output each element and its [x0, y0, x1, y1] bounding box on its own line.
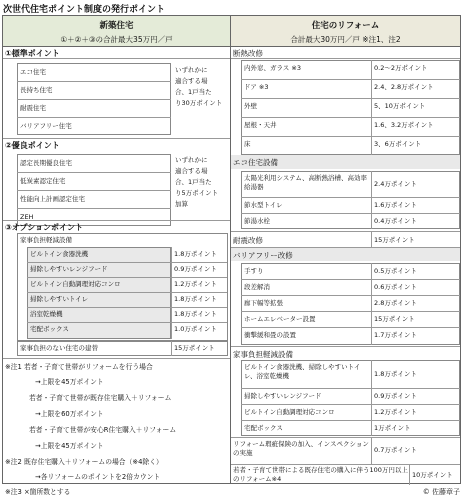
standard-item: エコ住宅 [20, 68, 46, 76]
divider [241, 213, 460, 214]
divider [241, 311, 460, 312]
barrier-free-value: 1.7万ポイント [374, 331, 417, 339]
note-line: 若者・子育て世帯が安心R住宅購入＋リフォーム [29, 426, 177, 434]
inspection-label: リフォーム瑕疵保険の加入、インスペクションの実施 [233, 440, 369, 457]
insulation-value: 2.4、2.8万ポイント [374, 83, 434, 91]
reform-column [231, 16, 460, 483]
eco-label: 節水型トイレ [244, 201, 283, 209]
option-item-label: ビルトイン食器洗機 [30, 250, 89, 258]
divider [27, 322, 227, 323]
divider [17, 190, 171, 191]
note-line: →各リフォームのポイントを2倍カウント [35, 473, 161, 481]
superior-note: いずれかに [175, 156, 208, 164]
eco-label: 節湯水栓 [244, 217, 270, 225]
standard-note: いずれかに [175, 66, 208, 74]
superior-item: 低炭素認定住宅 [20, 177, 66, 185]
option-item-label: 宅配ボックス [30, 325, 69, 333]
new-housing-subtitle: ①＋②＋③の合計最大35万円／戸 [60, 35, 173, 44]
divider [231, 58, 460, 59]
note-line: →上限を45万ポイント [35, 442, 104, 450]
insulation-label: ドア ※3 [244, 83, 269, 91]
option-item-value: 1.8万ポイント [174, 295, 217, 303]
superior-item: 性能向上計画認定住宅 [20, 195, 85, 203]
eco-value: 1.6万ポイント [374, 201, 417, 209]
divider [17, 172, 171, 173]
superior-note: 合、1戸当た [175, 178, 212, 186]
barrier-free-title: バリアフリー改修 [231, 247, 460, 261]
divider [371, 263, 372, 345]
eco-equipment-title: エコ住宅設備 [231, 155, 460, 169]
new-housing-header [3, 16, 230, 47]
barrier-free-label: 段差解消 [244, 283, 270, 291]
rebuild-label: 家事負担のない住宅の建替 [20, 344, 98, 352]
superior-item: 認定長期優良住宅 [20, 159, 72, 167]
housework-value: 0.9万ポイント [374, 392, 417, 400]
note-line: →上限を60万ポイント [35, 410, 104, 418]
divider [171, 247, 172, 339]
divider [17, 81, 171, 82]
superior-note: 加算 [175, 200, 188, 208]
barrier-free-label: 衝撃緩和畳の設置 [244, 331, 296, 339]
insulation-value: 0.2〜2万ポイント [374, 64, 428, 72]
page-title: 次世代住宅ポイント制度の発行ポイント [3, 5, 166, 15]
option-item-value: 1.0万ポイント [174, 325, 217, 333]
divider [409, 464, 410, 485]
divider [241, 117, 460, 118]
divider [241, 295, 460, 296]
insulation-value: 1.6、3.2万ポイント [374, 121, 434, 129]
reform-header [231, 16, 460, 47]
divider [241, 136, 460, 137]
divider [3, 220, 230, 221]
standard-note: 適合する場 [175, 77, 208, 85]
divider [17, 99, 171, 100]
option-item-value: 0.9万ポイント [174, 265, 217, 273]
housework-label: ビルトイン自動調理対応コンロ [244, 408, 335, 416]
divider [241, 279, 460, 280]
option-item-label: 浴室乾燥機 [30, 310, 63, 318]
eco-value: 0.4万ポイント [374, 217, 417, 225]
copyright: © 佐藤章子 [422, 488, 460, 496]
superior-item: ZEH [20, 213, 34, 221]
insulation-label: 外壁 [244, 102, 257, 110]
housework-value: 1.2万ポイント [374, 408, 417, 416]
option-points-title: ③オプションポイント [5, 223, 84, 232]
housework-value: 1万ポイント [374, 424, 411, 432]
superior-note: り5万ポイント [175, 189, 219, 197]
standard-item: バリアフリー住宅 [20, 122, 72, 130]
divider [27, 292, 227, 293]
divider [371, 231, 372, 247]
insulation-label: 床 [244, 140, 251, 148]
divider [27, 262, 227, 263]
young-family-value: 10万ポイント [412, 471, 453, 479]
divider [371, 360, 372, 436]
insulation-value: 5、10万ポイント [374, 102, 426, 110]
housework-label: ビルトイン食器洗機、掃除しやすいトイレ、浴室乾燥機 [244, 363, 361, 380]
divider [371, 437, 372, 464]
housework-value: 1.8万ポイント [374, 370, 417, 378]
divider [241, 404, 460, 405]
note-line: ※注3 ×箇所数とする [5, 488, 71, 496]
superior-note: 適合する場 [175, 167, 208, 175]
superior-points-title: ②優良ポイント [5, 141, 60, 150]
divider [27, 277, 227, 278]
option-item-label: 掃除しやすいトイレ [30, 295, 89, 303]
option-item-value: 1.8万ポイント [174, 310, 217, 318]
rebuild-value: 15万ポイント [174, 344, 215, 352]
barrier-free-value: 2.8万ポイント [374, 299, 417, 307]
divider [371, 60, 372, 155]
divider [231, 437, 460, 438]
barrier-free-value: 0.6万ポイント [374, 283, 417, 291]
option-group-title: 家事負担軽減設備 [20, 236, 72, 244]
eco-label: 太陽光利用システム、高断熱浴槽、高効率給湯器 [244, 174, 368, 191]
barrier-free-label: 廊下幅等拡張 [244, 299, 283, 307]
divider [231, 231, 460, 232]
seismic-title: 耐震改修 [233, 236, 263, 245]
insulation-label: 内外窓、ガラス ※3 [244, 64, 301, 72]
reform-subtitle: 合計最大30万円／戸 ※注1、注2 [290, 35, 401, 44]
insulation-label: 屋根・天井 [244, 121, 277, 129]
divider [241, 420, 460, 421]
divider [3, 138, 230, 139]
note-line: 若者・子育て世帯が既存住宅購入＋リフォーム [29, 394, 172, 402]
insulation-box [241, 60, 460, 155]
option-item-value: 1.8万ポイント [174, 250, 217, 258]
new-housing-column [3, 16, 231, 496]
inspection-value: 0.7万ポイント [374, 446, 417, 454]
divider [241, 98, 460, 99]
divider [241, 79, 460, 80]
reform-title: 住宅のリフォーム [311, 21, 380, 31]
option-item-label: ビルトイン自動調理対応コンロ [30, 280, 121, 288]
divider [17, 208, 171, 209]
young-family-label: 若者・子育て世帯による既存住宅の購入に伴う100万円以上のリフォーム※4 [233, 466, 408, 483]
standard-note: り30万ポイント [175, 99, 223, 107]
insulation-title: 断熱改修 [233, 49, 263, 58]
divider [171, 341, 172, 356]
option-item-label: 掃除しやすいレンジフード [30, 265, 108, 273]
divider [17, 117, 171, 118]
barrier-free-label: ホームエレベーター設置 [244, 315, 316, 323]
standard-note: 合、1戸当た [175, 88, 212, 96]
standard-item: 耐震住宅 [20, 104, 46, 112]
note-line: ※注2 既存住宅購入＋リフォームの場合（※4除く） [5, 458, 163, 466]
option-item-value: 1.2万ポイント [174, 280, 217, 288]
seismic-value: 15万ポイント [374, 236, 415, 244]
divider [27, 307, 227, 308]
housework-title: 家事負担軽減設備 [233, 350, 293, 359]
housework-label: 掃除しやすいレンジフード [244, 392, 322, 400]
divider [241, 388, 460, 389]
eco-value: 2.4万ポイント [374, 180, 417, 188]
standard-item: 長持ち住宅 [20, 86, 53, 94]
insulation-value: 3、6万ポイント [374, 140, 422, 148]
note-line: →上限を45万ポイント [35, 378, 104, 386]
divider [371, 171, 372, 229]
divider [241, 197, 460, 198]
divider [3, 358, 230, 359]
barrier-free-value: 0.5万ポイント [374, 267, 417, 275]
divider [231, 346, 460, 347]
divider [3, 58, 230, 59]
housework-label: 宅配ボックス [244, 424, 283, 432]
new-housing-title: 新築住宅 [99, 21, 134, 31]
divider [241, 327, 460, 328]
standard-points-title: ①標準ポイント [5, 49, 60, 58]
barrier-free-label: 手すり [244, 267, 264, 275]
barrier-free-value: 15万ポイント [374, 315, 415, 323]
note-line: ※注1 若者・子育て世帯がリフォームを行う場合 [5, 363, 153, 371]
divider [231, 464, 460, 465]
